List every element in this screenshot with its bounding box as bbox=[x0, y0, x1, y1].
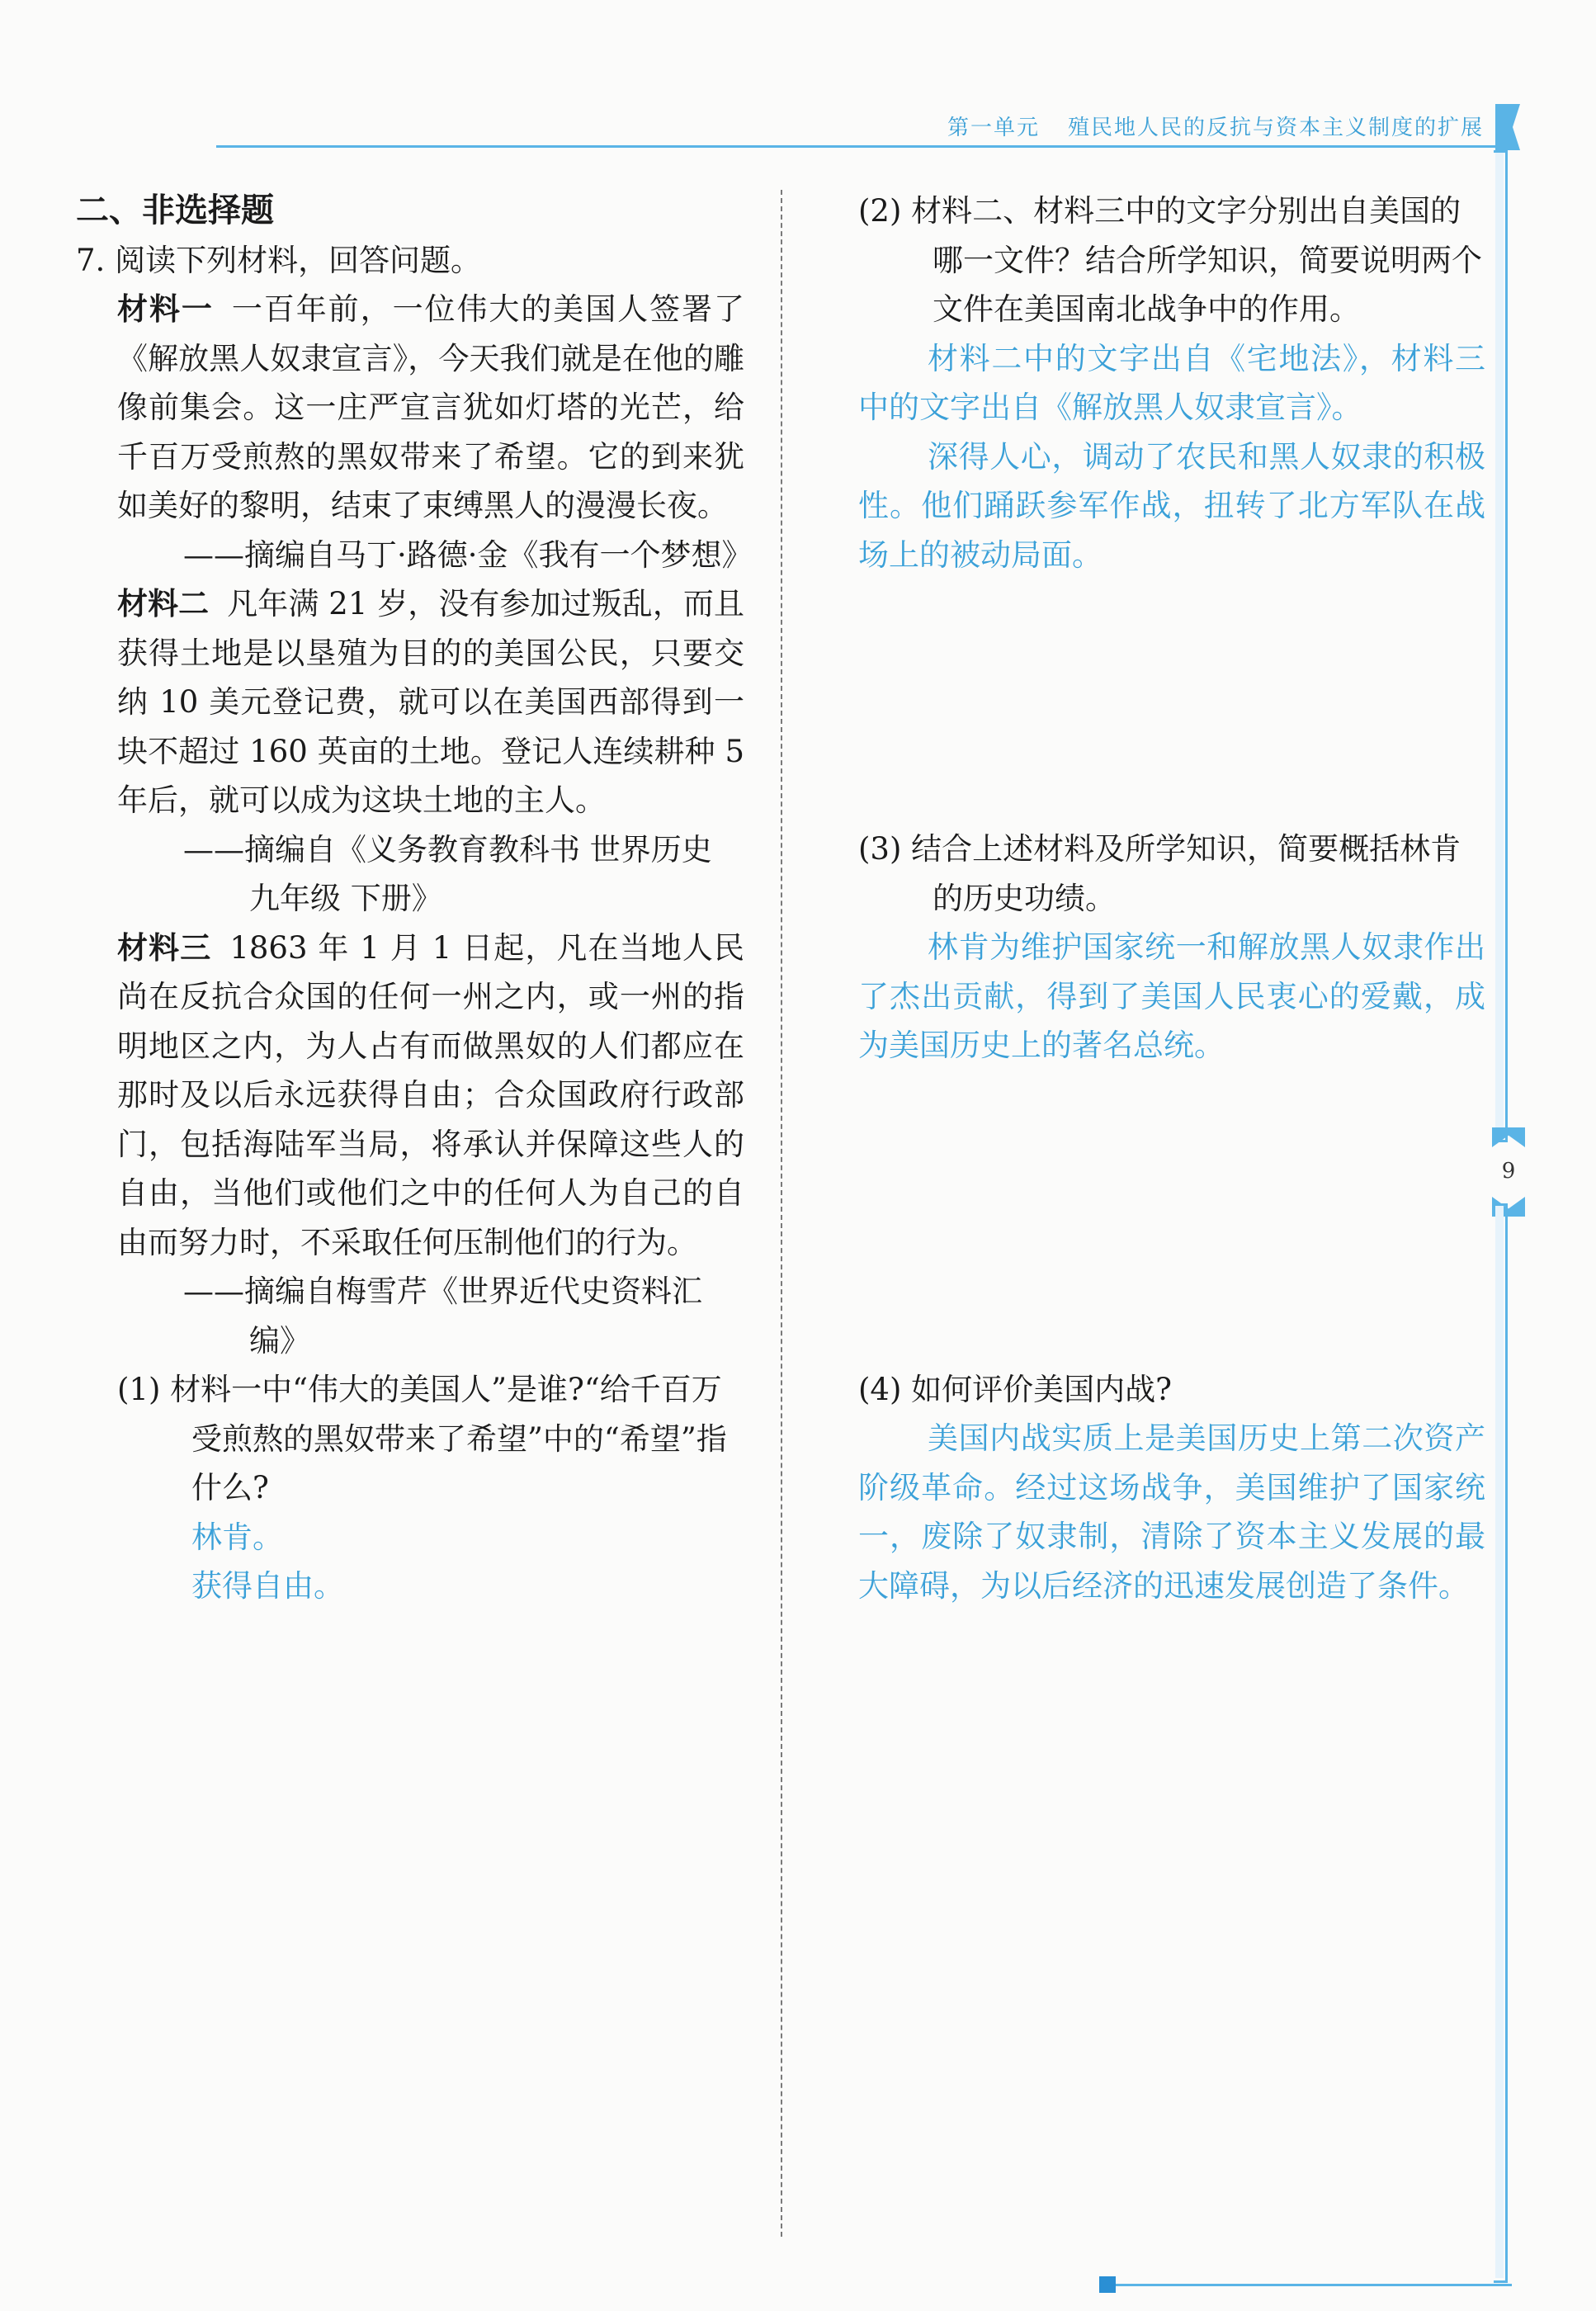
answer-3: 林肯为维护国家统一和解放黑人奴隶作出了杰出贡献，得到了美国人民衷心的爱戴，成为美国历史上的著名总统。 bbox=[858, 929, 1485, 1063]
footer-rule bbox=[1106, 2284, 1512, 2286]
header-flag-decoration bbox=[1495, 104, 1520, 150]
answer-2b: 深得人心，调动了农民和黑人奴隶的积极性。他们踊跃参军作战，扭转了北方军队在战场上的被动局面。 bbox=[858, 438, 1485, 573]
left-column bbox=[76, 187, 753, 1611]
material-3-text: 1863 年 1 月 1 日起，凡在当地人民尚在反抗合众国的任何一州之内，或一州的指明地区之内，为人占有而做黑奴的人们都应在那时及以后永远获得自由；合众国政府行政部门，包括海陆军当局，将承认并保障这些人的自由，当他们或他们之中的任何人为自己的自由而努力时，不采取任何压制他们的行为。 bbox=[117, 929, 744, 1260]
material-3-label: 材料三 bbox=[117, 929, 212, 966]
page-tab-notch-top bbox=[1492, 1127, 1525, 1147]
material-1 bbox=[76, 285, 744, 531]
material-2-text: 凡年满 21 岁，没有参加过叛乱，而且获得土地是以垦殖为目的的美国公民，只要交纳 10 美元登记费，就可以在美国西部得到一块不超过 160 英亩的土地。登记人连续耕种 5 年后，就可以成为这块土地的主人。 bbox=[117, 586, 745, 818]
material-3 bbox=[76, 924, 744, 1268]
material-2-source: ——摘编自《义务教育教科书 世界历史 九年级 下册》 bbox=[183, 831, 712, 916]
answer-1b: 获得自由。 bbox=[191, 1568, 344, 1604]
footer-square-decoration bbox=[1099, 2276, 1116, 2293]
column-divider bbox=[781, 190, 782, 2237]
side-bar-top bbox=[1494, 150, 1508, 1142]
material-2-label: 材料二 bbox=[117, 586, 210, 621]
answer-2a: 材料二中的文字出自《宅地法》，材料三中的文字出自《解放黑人奴隶宣言》。 bbox=[858, 340, 1485, 425]
material-1-source: ——摘编自马丁·路德·金《我有一个梦想》 bbox=[183, 536, 753, 573]
sub-question-2: (2) 材料二、材料三中的文字分别出自美国的哪一文件？结合所学知识，简要说明两个文件在美国南北战争中的作用。 bbox=[858, 193, 1482, 327]
sub-question-1: (1) 材料一中“伟大的美国人”是谁?“给千百万受煎熬的黑奴带来了希望”中的“希望”指什么? bbox=[117, 1372, 727, 1505]
answer-space-3 bbox=[858, 1070, 1485, 1365]
material-2 bbox=[76, 579, 744, 825]
material-1-label: 材料一 bbox=[117, 291, 214, 327]
header-unit: 第一单元 bbox=[947, 116, 1040, 140]
sub-question-3: (3) 结合上述材料及所学知识，简要概括林肯的历史功绩。 bbox=[858, 831, 1461, 916]
page-number: 9 bbox=[1501, 1159, 1516, 1184]
material-1-text: 一百年前，一位伟大的美国人签署了《解放黑人奴隶宣言》，今天我们就是在他的雕像前集会。这一庄严宣言犹如灯塔的光芒，给千百万受煎熬的黑奴带来了希望。它的到来犹如美好的黎明，结束了束缚黑人的漫漫长夜。 bbox=[117, 291, 745, 523]
header-title: 殖民地人民的反抗与资本主义制度的扩展 bbox=[1067, 116, 1484, 140]
material-3-source: ——摘编自梅雪芹《世界近代史资料汇编》 bbox=[183, 1274, 702, 1359]
sub-question-4: (4) 如何评价美国内战? bbox=[858, 1371, 1173, 1407]
answer-space-2 bbox=[858, 579, 1485, 825]
right-column bbox=[858, 187, 1485, 1610]
answer-4: 美国内战实质上是美国历史上第二次资产阶级革命。经过这场战争，美国维护了国家统一，废除了奴隶制，清除了资本主义发展的最大障碍，为以后经济的迅速发展创造了条件。 bbox=[858, 1420, 1485, 1604]
running-header bbox=[947, 111, 1484, 141]
header-rule bbox=[216, 145, 1504, 148]
question-stem: 7. 阅读下列材料，回答问题。 bbox=[76, 242, 482, 278]
section-title: 二、非选择题 bbox=[76, 191, 274, 229]
side-bar-bottom bbox=[1494, 1203, 1508, 2283]
answer-1a: 林肯。 bbox=[191, 1519, 283, 1555]
